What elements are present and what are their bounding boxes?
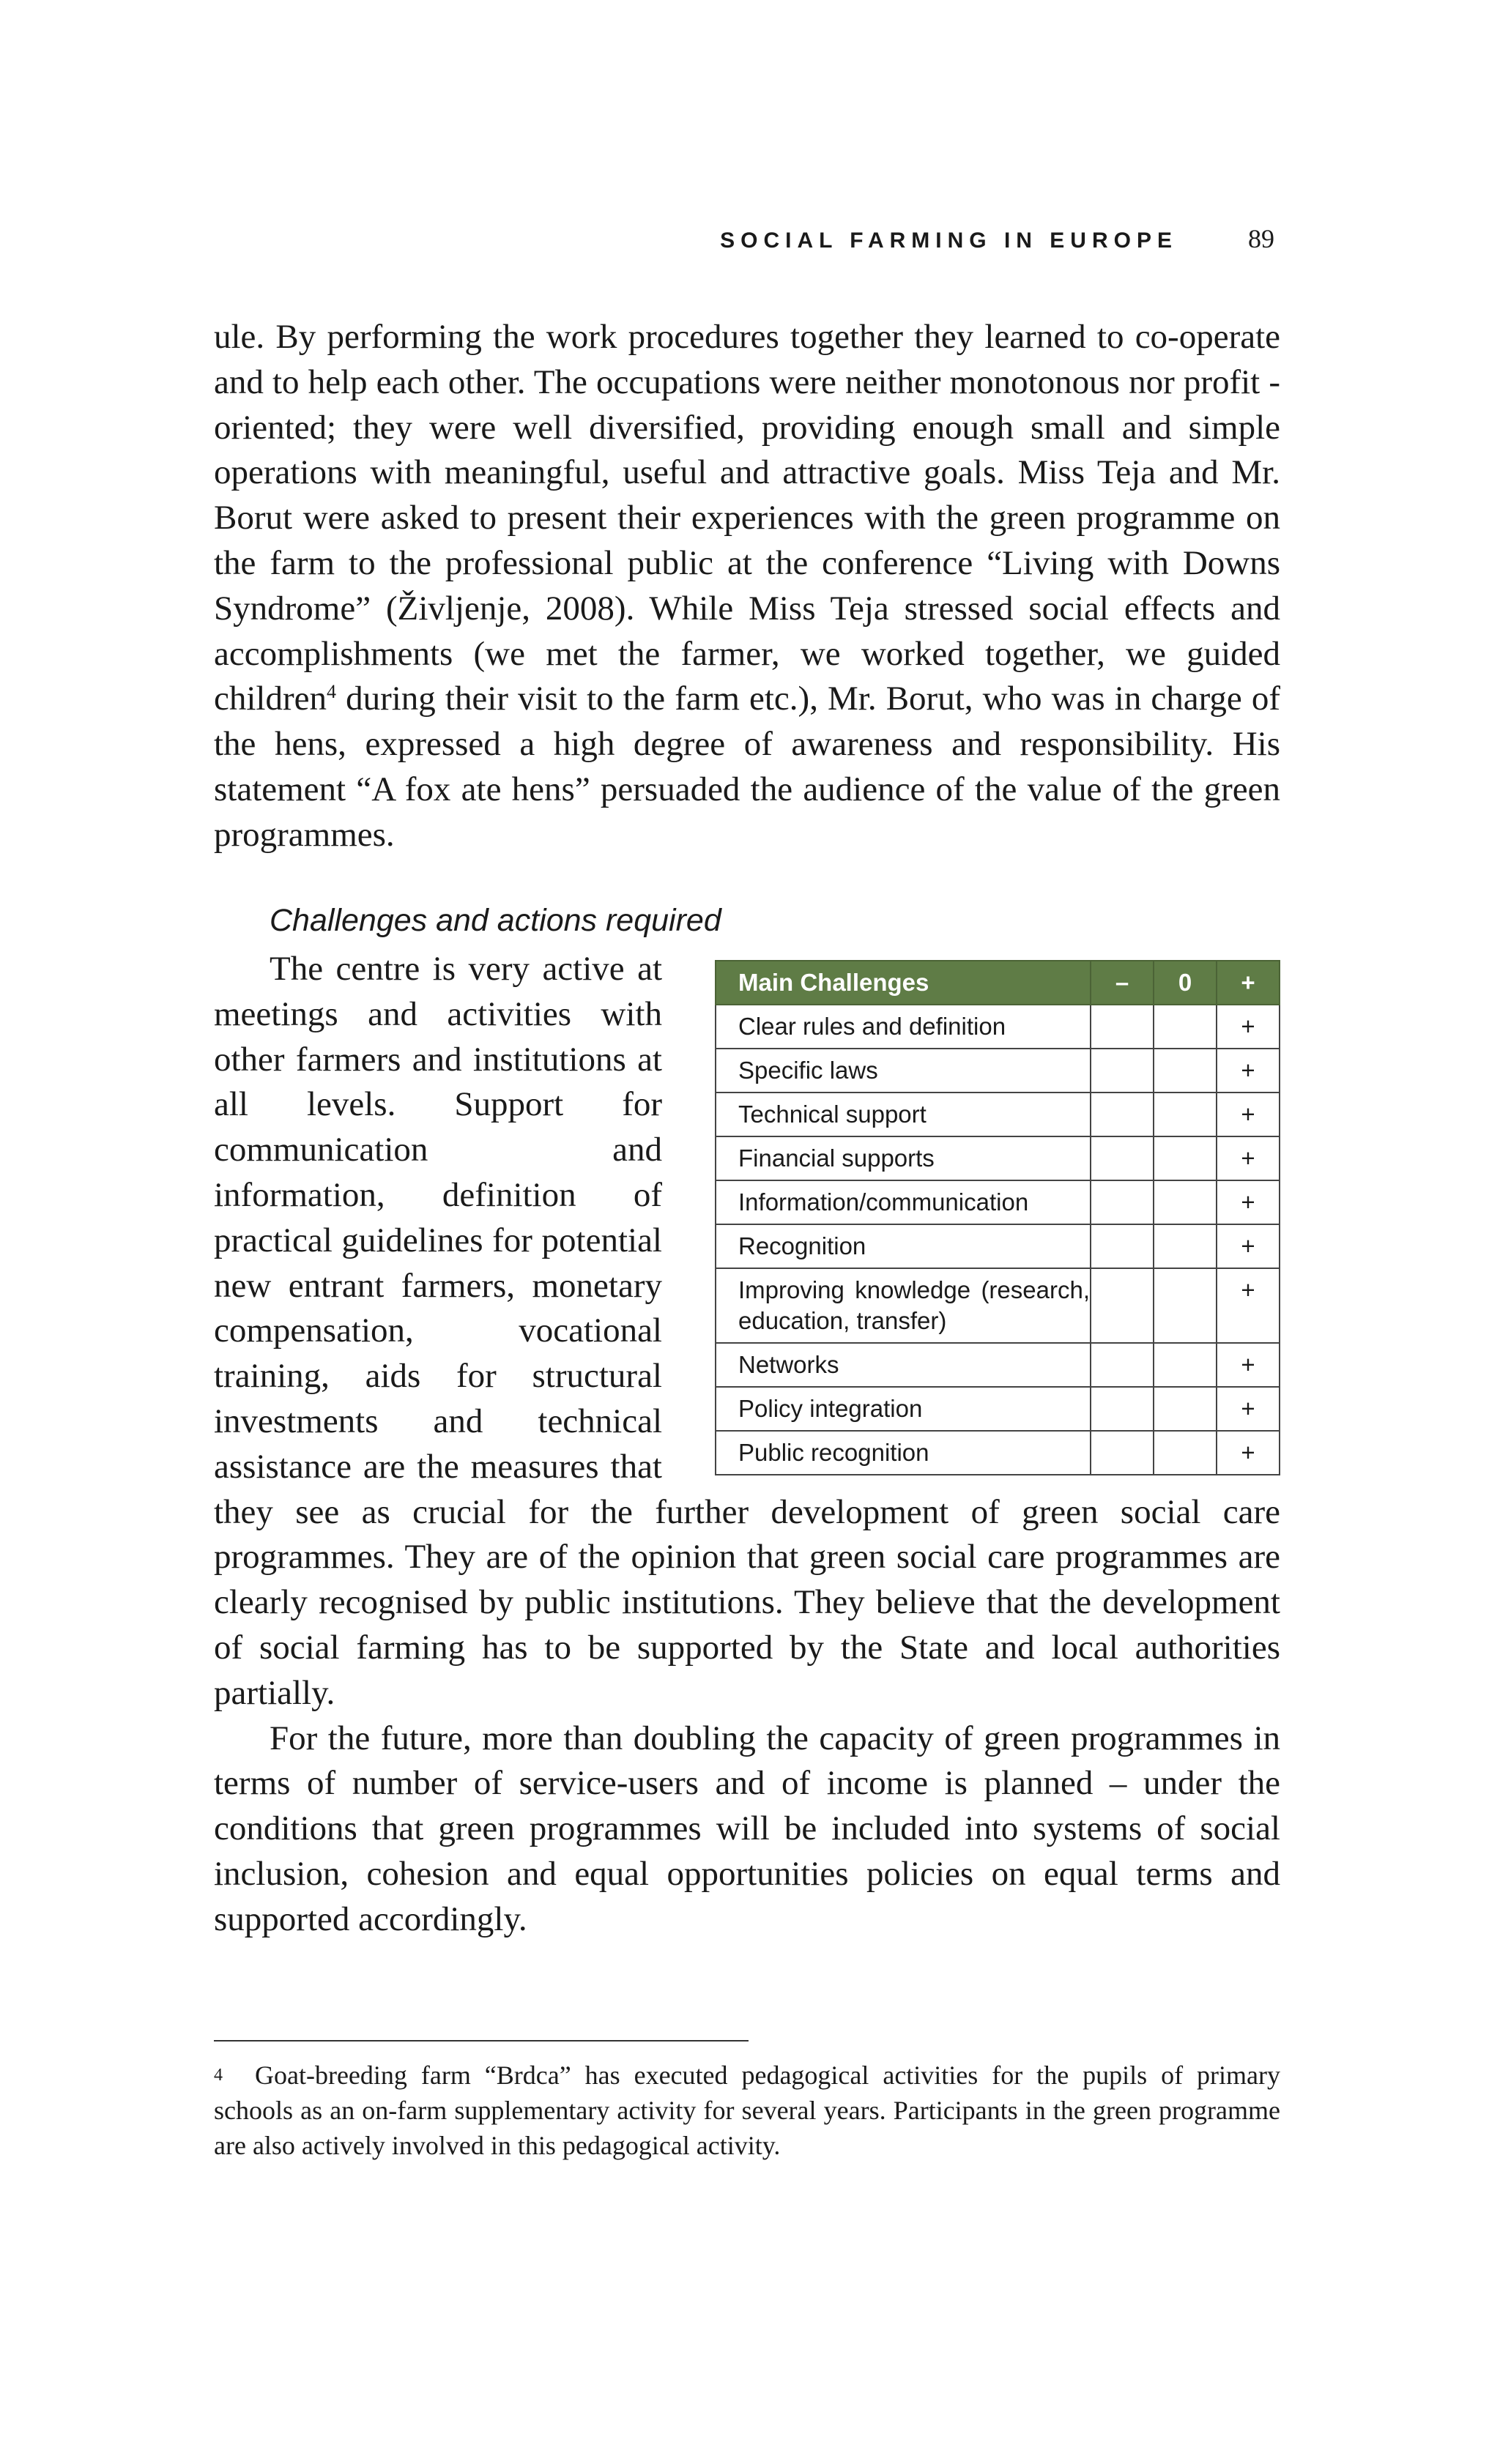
row-label: Specific laws [716, 1049, 1091, 1093]
paragraph-3: For the future, more than doubling the capacity of green programmes in terms of number of service-users and of income is planned – under the conditions that green programmes will be included into systems of social inclusion, cohesion and equal opportunities policies on equal terms and supported accordingly. [214, 1719, 1280, 1938]
row-minus-cell [1091, 1180, 1154, 1224]
row-minus-cell [1091, 1005, 1154, 1049]
page-number: 89 [1248, 224, 1274, 253]
row-label: Policy integration [716, 1387, 1091, 1431]
row-zero-cell [1154, 1180, 1217, 1224]
paragraph-2-text: The centre is very active at meetings and activities with other farmers and institutions at all levels. Support for communication and information, definition of practical guidelines for potential new entrant farmers, monetary compensation, vocational training, aids for structural investments and technical assistance are the measures that they see as crucial for the further development of green social care programmes. They are of the opinion that green social care programmes are clearly recognised by public institutions. They believe that the development of social farming has to be supported by the State and local authorities partially. [214, 950, 1280, 1712]
table-body [716, 1005, 1280, 1475]
row-minus-cell [1091, 1268, 1154, 1343]
row-minus-cell [1091, 1093, 1154, 1136]
row-plus-cell: + [1217, 1387, 1280, 1431]
row-plus-cell: + [1217, 1049, 1280, 1093]
row-label: Networks [716, 1343, 1091, 1387]
row-zero-cell [1154, 1093, 1217, 1136]
table-row [716, 1093, 1280, 1136]
row-plus-cell: + [1217, 1343, 1280, 1387]
row-zero-cell [1154, 1136, 1217, 1180]
footnote-mark: 4 [214, 2066, 223, 2085]
row-minus-cell [1091, 1343, 1154, 1387]
table-header-row [716, 961, 1280, 1005]
footnote [214, 2058, 1280, 2163]
paragraph-2 [214, 947, 1280, 1716]
paragraph-1-block [214, 315, 1280, 858]
table-row [716, 1180, 1280, 1224]
row-zero-cell [1154, 1224, 1217, 1268]
table-row [716, 1343, 1280, 1387]
row-plus-cell: + [1217, 1005, 1280, 1049]
row-minus-cell [1091, 1387, 1154, 1431]
running-head [720, 223, 1274, 254]
running-head-title: SOCIAL FARMING IN EUROPE [720, 228, 1178, 253]
table-row [716, 1431, 1280, 1475]
table-row [716, 1049, 1280, 1093]
row-zero-cell [1154, 1343, 1217, 1387]
header-plus: + [1217, 961, 1280, 1005]
row-plus-cell: + [1217, 1268, 1280, 1343]
table-row [716, 1005, 1280, 1049]
row-zero-cell [1154, 1431, 1217, 1475]
paragraph-1 [214, 315, 1280, 858]
row-label: Recognition [716, 1224, 1091, 1268]
row-plus-cell: + [1217, 1136, 1280, 1180]
row-minus-cell [1091, 1136, 1154, 1180]
table-row [716, 1268, 1280, 1343]
row-plus-cell: + [1217, 1431, 1280, 1475]
row-plus-cell: + [1217, 1180, 1280, 1224]
row-zero-cell [1154, 1268, 1217, 1343]
row-label: Clear rules and definition [716, 1005, 1091, 1049]
row-zero-cell [1154, 1005, 1217, 1049]
paragraph-1-text-a: ule. By performing the work procedures together they learned to co-operate and to help each other. The occupations were neither monotonous nor profit -oriented; they were well diversified, providing enough small and simple operations with meaningful, useful and attractive goals. Miss Teja and Mr. Borut were asked to present their experiences with the green programme on the farm to the professional public at the conference “Living with Downs Syndrome” (Življenje, 2008). While Miss Teja stressed social effects and accomplishments (we met the farmer, we worked together, we guided children [214, 318, 1280, 718]
row-plus-cell: + [1217, 1093, 1280, 1136]
row-zero-cell [1154, 1387, 1217, 1431]
row-minus-cell [1091, 1224, 1154, 1268]
header-main-challenges: Main Challenges [716, 961, 1091, 1005]
row-minus-cell [1091, 1431, 1154, 1475]
table-row [716, 1136, 1280, 1180]
row-label: Technical support [716, 1093, 1091, 1136]
footnote-reference: 4 [327, 681, 336, 703]
table-row [716, 1224, 1280, 1268]
table-row [716, 1387, 1280, 1431]
row-label: Information/communication [716, 1180, 1091, 1224]
header-zero: 0 [1154, 961, 1217, 1005]
row-plus-cell: + [1217, 1224, 1280, 1268]
main-challenges-table [715, 960, 1280, 1475]
paragraph-2-block [214, 947, 1280, 1943]
row-zero-cell [1154, 1049, 1217, 1093]
row-minus-cell [1091, 1049, 1154, 1093]
section-heading: Challenges and actions required [270, 903, 721, 938]
footnote-text: Goat-breeding farm “Brdca” has executed pedagogical activities for the pupils of primary schools as an on-farm supplementary activity for several years. Participants in the green programme are also actively involved in this pedagogical activity. [214, 2061, 1280, 2160]
footnote-divider [214, 2040, 749, 2041]
row-label: Improving knowledge (research, education, transfer) [716, 1268, 1091, 1343]
row-label: Financial supports [716, 1136, 1091, 1180]
header-minus: – [1091, 961, 1154, 1005]
row-label: Public recognition [716, 1431, 1091, 1475]
paragraph-1-text-b: during their visit to the farm etc.), Mr. Borut, who was in charge of the hens, expressed a high degree of awareness and responsibility. His statement “A fox ate hens” persuaded the audience of the value of the green programmes. [214, 680, 1280, 854]
